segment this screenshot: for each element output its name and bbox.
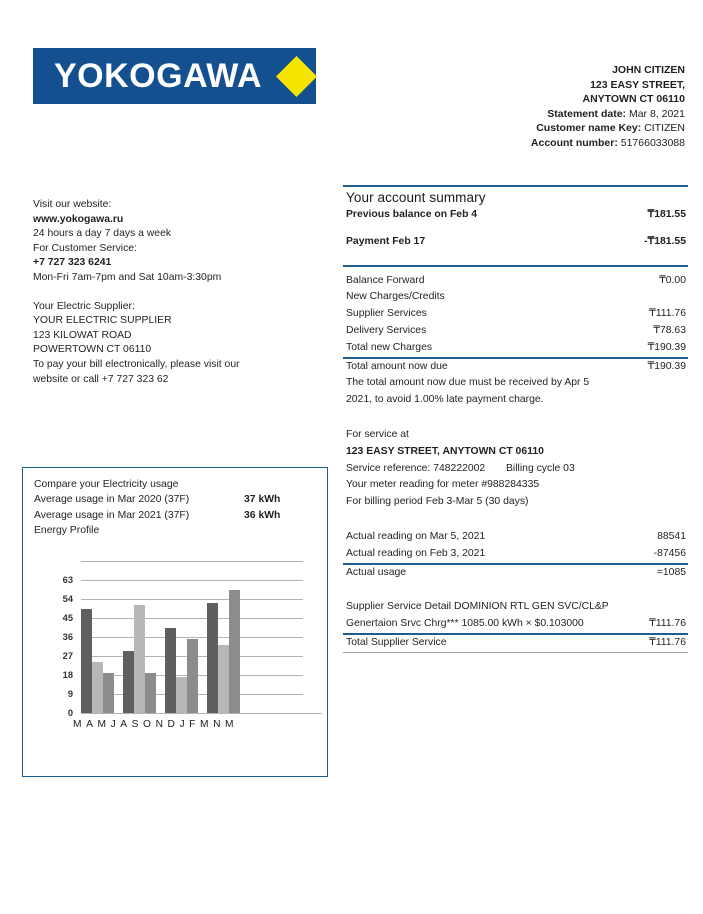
chart-bars (81, 561, 303, 713)
service-reference: Service reference: 748222002 (346, 462, 486, 474)
payment-value: -₸181.55 (644, 235, 686, 247)
account-summary-section (343, 185, 688, 653)
customer-service-phone[interactable]: +7 727 323 6241 (33, 257, 112, 269)
payment-row (343, 234, 688, 251)
total-supplier-service-label: Total Supplier Service (346, 636, 447, 648)
chart-bar (218, 645, 229, 713)
supplier-street: 123 KILOWAT ROAD (33, 329, 132, 341)
total-due-row (343, 359, 688, 376)
chart-bar (145, 673, 156, 713)
balance-forward-label: Balance Forward (346, 274, 425, 286)
usage-card-title: Compare your Electricity usage (34, 479, 179, 490)
chart-x-axis-labels: MAMJASONDJFMNM (73, 718, 239, 730)
statement-date-label: Statement date: (547, 107, 627, 120)
usage-card-header (23, 468, 319, 539)
supplier-name: YOUR ELECTRIC SUPPLIER (33, 315, 172, 327)
yokogawa-logo (33, 48, 316, 104)
supplier-detail-gap (343, 581, 688, 599)
statement-date-value: Mar 8, 2021 (628, 107, 685, 120)
chart-bar (207, 603, 218, 713)
y-axis-tick: 54 (62, 593, 73, 604)
service-gap-2 (343, 511, 688, 529)
customer-name: JOHN CITIZEN (612, 64, 685, 76)
website-link[interactable]: www.yokogawa.ru (33, 213, 124, 225)
chart-bar (229, 590, 240, 712)
y-axis-tick: 27 (62, 650, 73, 661)
energy-profile-label: Energy Profile (34, 525, 100, 537)
billing-cycle: Billing cycle 03 (506, 462, 575, 474)
total-supplier-service-row (343, 635, 688, 652)
previous-balance-label: Previous balance on Feb 4 (346, 209, 478, 220)
total-due-label: Total amount now due (346, 360, 448, 372)
supplier-services-value: ₸111.76 (649, 308, 686, 320)
usage-row-2021 (34, 508, 319, 523)
for-service-at-label: For service at (346, 428, 409, 440)
service-hours-247: 24 hours a day 7 days a week (33, 228, 172, 240)
actual-usage-label: Actual usage (346, 566, 407, 578)
reading-current-label: Actual reading on Mar 5, 2021 (346, 530, 486, 542)
balance-forward-value: ₸0.00 (659, 274, 686, 286)
chart-bar (134, 605, 145, 713)
y-axis-tick: 18 (62, 669, 73, 680)
generation-charge-label: Genertaion Srvc Chrg*** 1085.00 kWh × $0.103000 (346, 618, 584, 630)
usage-row-2020 (34, 492, 319, 507)
contact-and-supplier-column (33, 198, 323, 387)
customer-key-label: Customer name Key: (536, 122, 642, 135)
new-charges-label: New Charges/Credits (346, 291, 445, 303)
supplier-city: POWERTOWN CT 06110 (33, 344, 152, 356)
y-axis-tick: 36 (62, 631, 73, 642)
reading-current-value: 88541 (657, 530, 686, 542)
chart-bar (176, 677, 187, 713)
customer-details (531, 63, 685, 151)
chart-bar (187, 639, 198, 713)
reading-previous-label: Actual reading on Feb 3, 2021 (346, 547, 486, 559)
supplier-services-label: Supplier Services (346, 308, 427, 320)
service-reference-row (343, 461, 688, 478)
account-number-value: 51766033088 (620, 136, 685, 149)
y-axis-tick: 63 (62, 574, 73, 585)
chart-bar (165, 628, 176, 712)
usage-2021-value: 36 kWh (244, 509, 281, 521)
supplier-intro: Your Electric Supplier: (33, 300, 135, 312)
generation-charge-row (343, 616, 688, 633)
delivery-services-label: Delivery Services (346, 324, 427, 336)
chart-bar (81, 609, 92, 712)
supplier-bottom-rule (343, 652, 688, 653)
customer-address-line2: ANYTOWN CT 06110 (582, 93, 685, 106)
supplier-detail-header: Supplier Service Detail DOMINION RTL GEN SVC/CL&P (346, 601, 609, 613)
due-note-line1: The total amount now due must be received by Apr 5 (346, 377, 590, 389)
customer-service-intro: For Customer Service: (33, 242, 137, 254)
balance-forward-row (343, 273, 688, 290)
usage-2020-label: Average usage in Mar 2020 (37F) (34, 494, 190, 506)
account-summary-title: Your account summary (346, 190, 486, 205)
summary-gap-1 (343, 224, 688, 234)
chart-bar (92, 662, 103, 713)
energy-profile-chart (23, 553, 329, 743)
customer-service-hours: Mon-Fri 7am-7pm and Sat 10am-3:30pm (33, 271, 222, 283)
reading-current-row (343, 529, 688, 546)
customer-key-value: CITIZEN (644, 122, 685, 135)
total-new-charges-value: ₸190.39 (647, 341, 686, 353)
chart-bar (103, 673, 114, 713)
service-gap-1 (343, 409, 688, 427)
y-axis-tick: 0 (67, 707, 73, 718)
website-intro: Visit our website: (33, 199, 112, 210)
total-new-charges-row (343, 340, 688, 357)
diamond-icon (276, 55, 317, 96)
new-charges-row (343, 289, 688, 306)
chart-baseline-stub (260, 713, 322, 714)
delivery-services-value: ₸78.63 (653, 324, 686, 336)
logo-wordmark: YOKOGAWA (54, 56, 263, 95)
usage-2020-value: 37 kWh (244, 494, 281, 506)
usage-2021-label: Average usage in Mar 2021 (37F) (34, 509, 190, 521)
y-axis-tick: 9 (67, 688, 73, 699)
generation-charge-value: ₸111.76 (649, 618, 686, 630)
total-supplier-service-value: ₸111.76 (649, 636, 686, 648)
reading-previous-row (343, 546, 688, 563)
y-axis-tick: 45 (62, 612, 73, 623)
statement-date-row (531, 107, 685, 122)
account-number-label: Account number: (530, 136, 618, 149)
actual-usage-row (343, 565, 688, 582)
actual-usage-value: =1085 (656, 566, 686, 578)
previous-balance-row (343, 207, 688, 224)
meter-line: Your meter reading for meter #988284335 (346, 479, 540, 491)
billing-period: For billing period Feb 3-Mar 5 (30 days) (346, 496, 529, 508)
left-column-spacer (33, 286, 323, 300)
reading-previous-value: -87456 (653, 547, 686, 559)
summary-gap-2 (343, 251, 688, 265)
customer-key-row (531, 121, 685, 136)
pay-note-line2: website or call +7 727 323 62 (33, 373, 169, 385)
payment-label: Payment Feb 17 (346, 235, 426, 247)
chart-plot-area (62, 561, 303, 718)
chart-bar (123, 651, 134, 712)
due-note-line2: 2021, to avoid 1.00% late payment charge. (346, 394, 544, 406)
supplier-services-row (343, 306, 688, 323)
total-due-value: ₸190.39 (647, 360, 686, 372)
customer-address-line1: 123 EASY STREET, (590, 78, 685, 91)
previous-balance-value: ₸181.55 (647, 209, 686, 220)
total-new-charges-label: Total new Charges (346, 341, 433, 353)
electricity-usage-card (22, 467, 328, 777)
account-number-row (531, 136, 685, 151)
service-address: 123 EASY STREET, ANYTOWN CT 06110 (346, 445, 544, 457)
delivery-services-row (343, 323, 688, 340)
pay-note-line1: To pay your bill electronically, please visit our (33, 358, 240, 370)
